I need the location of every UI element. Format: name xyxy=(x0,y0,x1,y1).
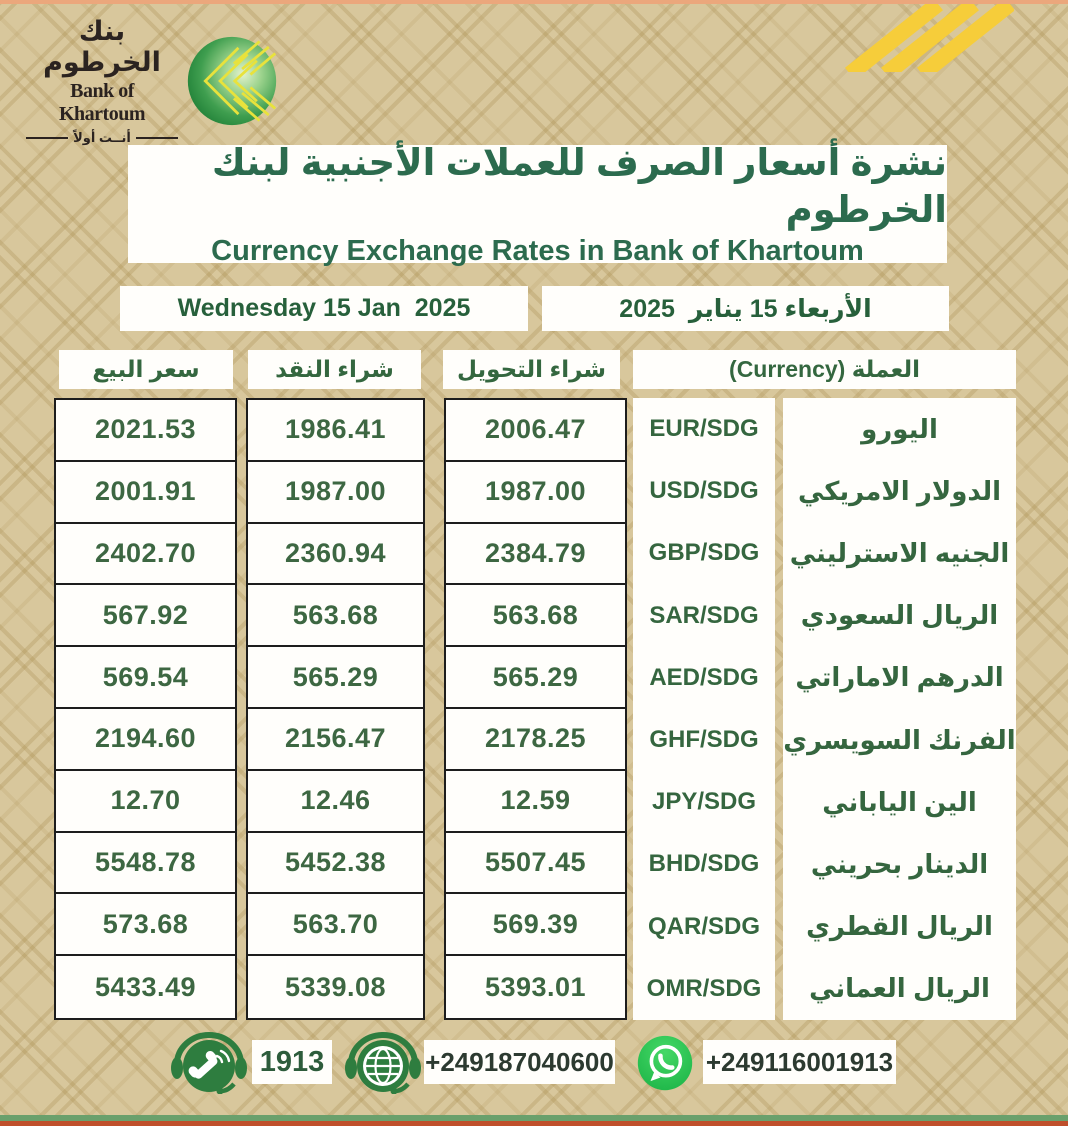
cash-buy-value: 563.68 xyxy=(248,585,423,647)
bulletin-title xyxy=(128,142,947,267)
transfer-buy-value: 5393.01 xyxy=(484,971,587,1002)
transfer-buy-value: 569.39 xyxy=(446,894,625,956)
currency-code: GBP/SDG xyxy=(648,539,760,567)
column-currency-codes xyxy=(633,398,775,1020)
column-sell-price xyxy=(54,398,237,1020)
sell-value: 567.92 xyxy=(56,585,235,647)
column-transfer-buy xyxy=(444,398,627,1020)
headset-phone-icon xyxy=(168,1032,250,1094)
transfer-buy-value: 12.59 xyxy=(446,771,625,833)
cash-buy-value: 5339.08 xyxy=(284,971,387,1002)
transfer-buy-value: 2006.47 xyxy=(446,400,625,462)
currency-name-arabic: الدينار بحريني xyxy=(810,848,989,879)
bottom-red-stripe xyxy=(0,1121,1068,1126)
sell-value: 573.68 xyxy=(56,894,235,956)
whatsapp-number: +249116001913 xyxy=(703,1040,896,1084)
bank-name-english: Bank of Khartoum xyxy=(59,80,145,126)
currency-name-arabic: الريال العماني xyxy=(809,973,990,1004)
sell-value: 5548.78 xyxy=(56,833,235,895)
header-cash-buy: شراء النقد xyxy=(248,350,421,389)
tagline-rule xyxy=(26,137,68,139)
cash-buy-value: 1986.41 xyxy=(248,400,423,462)
currency-code: JPY/SDG xyxy=(651,788,757,816)
currency-name-arabic: الدولار الامريكي xyxy=(797,475,1002,506)
transfer-buy-value: 565.29 xyxy=(446,647,625,709)
bank-logo xyxy=(26,16,278,146)
currency-code: EUR/SDG xyxy=(649,415,759,443)
title-english: Currency Exchange Rates in Bank of Khartoum xyxy=(211,234,864,267)
header-sell-price: سعر البيع xyxy=(59,350,233,389)
transfer-buy-value: 5507.45 xyxy=(446,833,625,895)
phone-number: +249187040600 xyxy=(424,1040,615,1084)
hotline-number: 1913 xyxy=(252,1040,332,1084)
cash-buy-value: 565.29 xyxy=(248,647,423,709)
header-currency: العملة (Currency) xyxy=(633,350,1016,389)
currency-name-arabic: الفرنك السويسري xyxy=(783,724,1016,755)
tagline-rule xyxy=(136,137,178,139)
bank-logo-text xyxy=(26,16,178,146)
sell-value: 2194.60 xyxy=(56,709,235,771)
title-arabic: نشرة أسعار الصرف للعملات الأجنبية لبنك الخرطوم xyxy=(211,142,947,230)
cash-buy-value: 5452.38 xyxy=(248,833,423,895)
sell-value: 2402.70 xyxy=(56,524,235,586)
date-arabic: الأربعاء 15 يناير 2025 xyxy=(542,286,949,331)
currency-code: BHD/SDG xyxy=(648,850,760,878)
header-transfer-buy: شراء التحويل xyxy=(443,350,620,389)
currency-name-arabic: الين الياباني xyxy=(822,786,977,817)
cash-buy-value: 2156.47 xyxy=(248,709,423,771)
currency-name-arabic: الجنيه الاسترليني xyxy=(789,537,1010,568)
bank-name-arabic: بنك الخرطوم xyxy=(43,16,161,79)
currency-name-arabic: الدرهم الاماراتي xyxy=(795,662,1004,693)
transfer-buy-value: 1987.00 xyxy=(446,462,625,524)
headset-globe-icon xyxy=(342,1032,424,1094)
currency-code: GHF/SDG xyxy=(649,726,759,754)
cash-buy-value: 1987.00 xyxy=(248,462,423,524)
currency-name-arabic: اليورو xyxy=(861,413,938,444)
sell-value: 12.70 xyxy=(56,771,235,833)
tagline-text: أنــت أولاً xyxy=(73,130,131,146)
currency-code: OMR/SDG xyxy=(646,974,762,1002)
currency-code: AED/SDG xyxy=(649,663,759,691)
cash-buy-value: 12.46 xyxy=(248,771,423,833)
cash-buy-value: 563.70 xyxy=(248,894,423,956)
column-currency-names xyxy=(783,398,1016,1020)
whatsapp-icon xyxy=(636,1034,694,1092)
currency-code: SAR/SDG xyxy=(649,601,759,629)
transfer-buy-value: 2178.25 xyxy=(446,709,625,771)
sell-value: 2001.91 xyxy=(56,462,235,524)
currency-code: USD/SDG xyxy=(649,477,759,505)
currency-code: QAR/SDG xyxy=(647,912,760,940)
decorative-stripes xyxy=(842,4,1014,72)
sell-value: 2021.53 xyxy=(56,400,235,462)
transfer-buy-value: 2384.79 xyxy=(446,524,625,586)
sell-value: 5433.49 xyxy=(94,971,197,1002)
currency-name-arabic: الريال القطري xyxy=(806,911,993,942)
sell-value: 569.54 xyxy=(56,647,235,709)
transfer-buy-value: 563.68 xyxy=(446,585,625,647)
currency-name-arabic: الريال السعودي xyxy=(800,600,999,631)
date-english: Wednesday 15 Jan 2025 xyxy=(120,286,528,331)
bank-logo-globe-icon xyxy=(186,35,278,127)
column-cash-buy xyxy=(246,398,425,1020)
cash-buy-value: 2360.94 xyxy=(248,524,423,586)
